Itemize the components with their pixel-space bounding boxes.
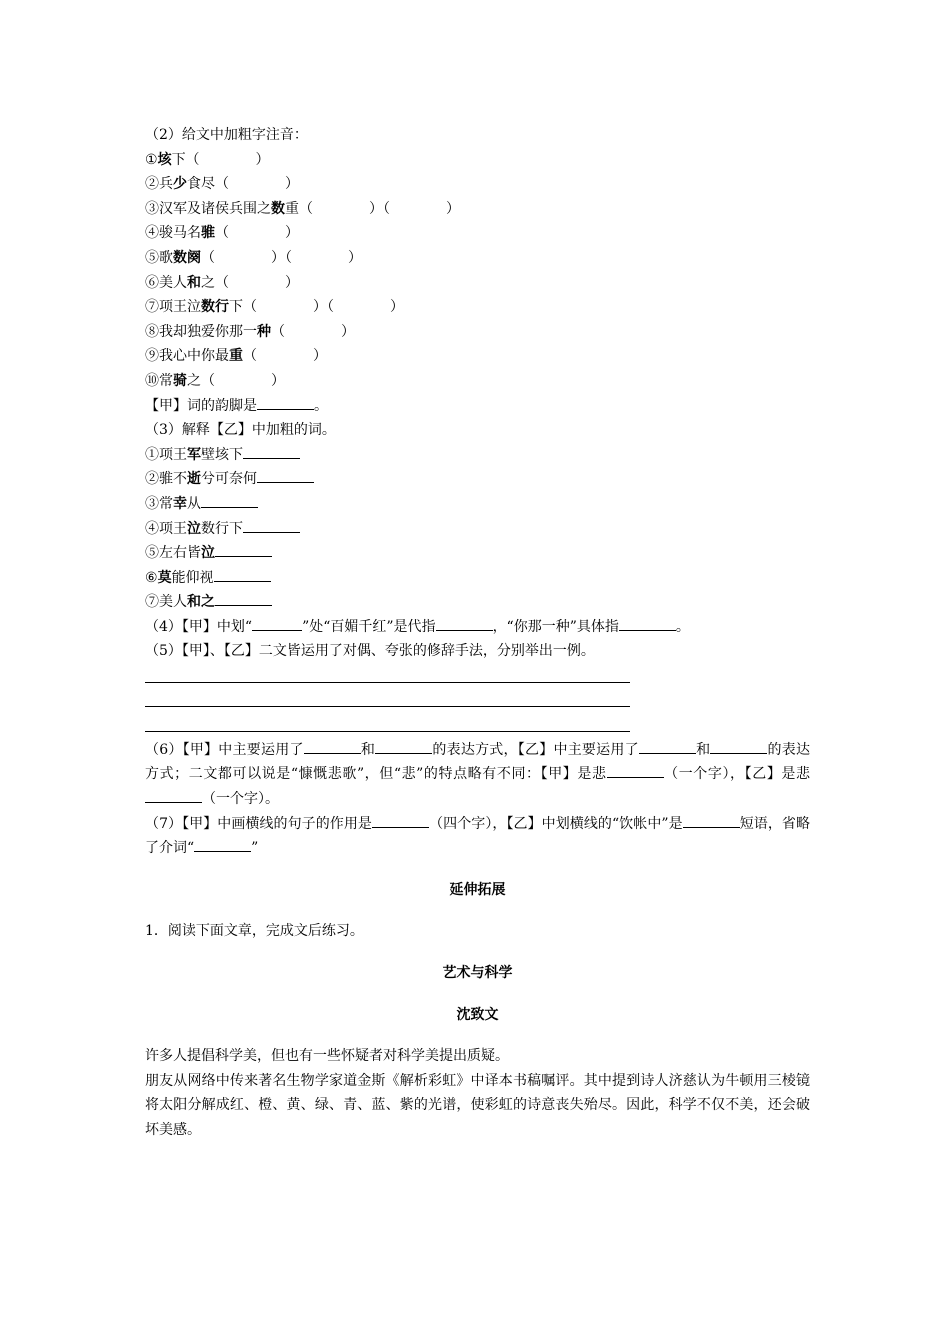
item-pre: 兵 xyxy=(159,176,173,193)
item-num: ⑨ xyxy=(145,348,159,365)
item-post: 食尽（ ） xyxy=(187,176,299,193)
list-item xyxy=(145,369,810,394)
blank-line xyxy=(194,837,251,852)
list-item xyxy=(145,443,810,468)
item-post: 下（ ） xyxy=(171,151,270,168)
item-bold: 幸 xyxy=(173,495,187,512)
item-pre: 汉军及诸侯兵围之 xyxy=(159,200,271,217)
item-pre: 美人 xyxy=(159,594,187,611)
item-pre: 我心中你最 xyxy=(159,348,229,365)
item-pre: 我却独爱你那一 xyxy=(159,323,257,340)
article-paragraph-2: 朋友从网络中传来著名生物学家道金斯《解析彩虹》中译本书稿嘱评。其中提到诗人济慈认为牛顿用三棱镜将太阳分解成红、橙、黄、绿、青、蓝、紫的光谱，使彩虹的诗意丧失殆尽。因此，科学不仅不美，还会破坏美感。 xyxy=(145,1072,810,1138)
item-pre: 左右皆 xyxy=(159,545,201,562)
list-item xyxy=(145,295,810,320)
item-num: ② xyxy=(145,176,159,193)
item-post: （ ） xyxy=(271,323,355,340)
item-pre: 常 xyxy=(159,495,173,512)
blank-line xyxy=(243,444,300,459)
item-num: ④ xyxy=(145,520,159,537)
section-title: 延伸拓展 xyxy=(449,881,506,898)
blank-line xyxy=(436,616,493,631)
list-item xyxy=(145,467,810,492)
item-bold: 重 xyxy=(229,348,243,365)
item-bold: 数阕 xyxy=(173,249,201,266)
q7-text: （7）【甲】中画横线的句子的作用是 （四个字），【乙】中划横线的“饮帐中”是 短语，省略了介词“ ” xyxy=(145,812,810,861)
item-bold: 莫 xyxy=(157,569,172,586)
q4-text: （4）【甲】中划“ ”处“百媚千红”是代指 ，“你那一种”具体指 。 xyxy=(145,615,810,640)
document-page xyxy=(145,123,810,1143)
blank-line xyxy=(304,739,361,754)
item-num: ① xyxy=(145,446,159,463)
blank-line xyxy=(375,739,432,754)
item-post: 数行下 xyxy=(201,520,243,537)
item-num: ⑥ xyxy=(145,569,158,586)
item-post: （ ） xyxy=(243,348,327,365)
q3-list xyxy=(145,443,810,615)
item-num: ② xyxy=(145,471,159,488)
list-item xyxy=(145,320,810,345)
item-post: 壁垓下 xyxy=(201,446,243,463)
article-paragraph-1: 许多人提倡科学美，但也有一些怀疑者对科学美提出质疑。 xyxy=(145,1048,509,1065)
list-item xyxy=(145,172,810,197)
item-pre: 项王泣 xyxy=(159,299,201,316)
article-title: 艺术与科学 xyxy=(442,965,513,981)
blank-line xyxy=(201,493,258,508)
blank-line xyxy=(683,813,740,828)
item-pre: 歌 xyxy=(159,249,173,266)
list-item xyxy=(145,246,810,271)
item-bold: 泣 xyxy=(187,520,201,537)
list-item xyxy=(145,590,810,615)
item-pre: 骏马名 xyxy=(159,225,201,242)
item-post: 之（ ） xyxy=(201,274,299,291)
list-item xyxy=(145,517,810,542)
list-item xyxy=(145,271,810,296)
q2-rhyme: 【甲】词的韵脚是 。 xyxy=(145,394,810,419)
q6-text: （6）【甲】中主要运用了 和 的表达方式，【乙】中主要运用了 和 的表达方式；二文都可以说是“慷慨悲歌”，但“悲”的特点略有不同：【甲】是悲 （一个字），【乙】是悲（一个字）。 xyxy=(145,738,810,812)
blank-line xyxy=(607,763,664,778)
q2-title: （2）给文中加粗字注音： xyxy=(145,127,308,143)
item-num: ⑤ xyxy=(145,545,159,562)
list-item xyxy=(145,566,810,591)
blank-line xyxy=(243,518,300,533)
list-item xyxy=(145,492,810,517)
item-post: 能仰视 xyxy=(171,569,214,586)
q2-list xyxy=(145,148,810,394)
exercise-instruction: 1．阅读下面文章，完成文后练习。 xyxy=(145,923,364,940)
article-author: 沈致文 xyxy=(456,1006,499,1023)
item-bold: 少 xyxy=(173,176,187,193)
blank-line xyxy=(710,739,767,754)
item-num: ① xyxy=(145,151,158,168)
item-bold: 和 xyxy=(187,274,201,291)
blank-line xyxy=(215,542,272,557)
blank-line xyxy=(214,567,271,582)
item-pre: 项王 xyxy=(159,446,187,463)
item-bold: 和之 xyxy=(187,594,215,611)
list-item xyxy=(145,541,810,566)
item-pre: 美人 xyxy=(159,274,187,291)
list-item xyxy=(145,344,810,369)
item-num: ⑩ xyxy=(145,372,159,389)
answer-line-2 xyxy=(145,683,630,708)
item-bold: 数 xyxy=(271,200,285,217)
item-bold: 骑 xyxy=(173,372,187,389)
item-num: ⑥ xyxy=(145,274,159,291)
blank-line xyxy=(145,788,202,803)
item-post: 下（ ）（ ） xyxy=(229,299,404,316)
answer-line-3 xyxy=(145,707,630,732)
item-bold: 逝 xyxy=(187,471,201,488)
item-post: 从 xyxy=(187,495,201,512)
blank-line xyxy=(639,739,696,754)
list-item xyxy=(145,197,810,222)
blank-line xyxy=(215,591,272,606)
item-post: （ ）（ ） xyxy=(201,249,362,266)
item-bold: 种 xyxy=(257,323,271,340)
q3-title: （3）解释【乙】中加粗的词。 xyxy=(145,422,336,439)
list-item xyxy=(145,148,810,173)
item-num: ③ xyxy=(145,495,159,512)
blank-line xyxy=(257,468,314,483)
item-bold: 军 xyxy=(187,446,201,463)
item-num: ④ xyxy=(145,225,159,242)
blank-line xyxy=(252,616,302,631)
blank-line xyxy=(257,395,314,410)
item-num: ⑦ xyxy=(145,299,159,316)
item-post: 兮可奈何 xyxy=(201,471,257,488)
item-pre: 常 xyxy=(159,372,173,389)
item-post: 重（ ）（ ） xyxy=(285,200,460,217)
item-bold: 骓 xyxy=(201,225,215,242)
item-num: ⑦ xyxy=(145,594,159,611)
blank-line xyxy=(372,813,429,828)
item-bold: 泣 xyxy=(201,545,215,562)
item-pre: 骓不 xyxy=(159,471,187,488)
item-pre: 项王 xyxy=(159,520,187,537)
item-post: 之（ ） xyxy=(187,372,285,389)
q5-text: （5）【甲】、【乙】二文皆运用了对偶、夸张的修辞手法，分别举出一例。 xyxy=(145,643,595,660)
item-bold: 垓 xyxy=(157,151,172,168)
list-item xyxy=(145,221,810,246)
item-num: ⑧ xyxy=(145,323,159,340)
item-num: ⑤ xyxy=(145,249,159,266)
item-post: （ ） xyxy=(215,225,299,242)
item-bold: 数行 xyxy=(201,299,229,316)
blank-line xyxy=(619,616,676,631)
item-num: ③ xyxy=(145,200,159,217)
